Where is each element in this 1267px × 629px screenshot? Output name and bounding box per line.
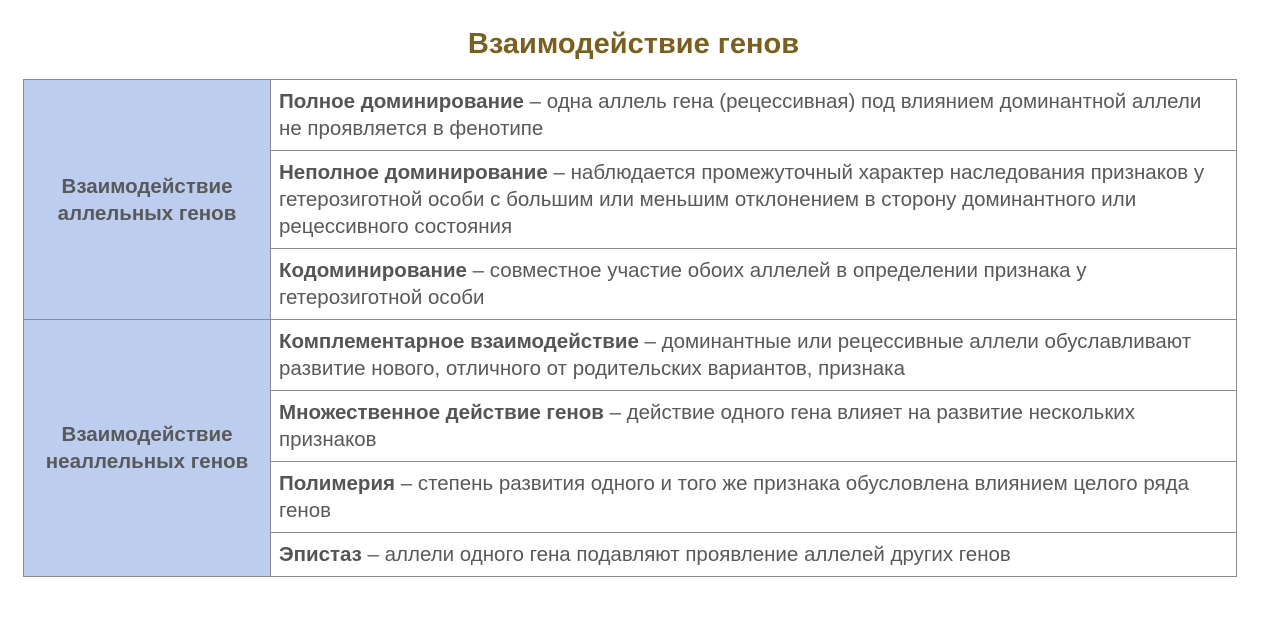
definition-text: – аллели одного гена подавляют проявление аллелей других генов	[361, 543, 1011, 566]
definition-cell	[271, 391, 1237, 462]
definition-cell	[271, 462, 1237, 533]
definition-text: – наблюдается промежуточный характер наследования признаков у гетерозиготной особи с большим или меньшим отклонением в сторону доминантного или рецессивного состояния	[279, 161, 1205, 238]
definition-text: – доминантные или рецессивные аллели обуславливают развитие нового, отличного от родительских вариантов, признака	[279, 330, 1192, 380]
table-row	[24, 80, 1237, 151]
term-incomplete-dominance: Неполное доминирование	[279, 161, 548, 184]
definition-text: – действие одного гена влияет на развитие нескольких признаков	[279, 401, 1136, 451]
term-epistasis: Эпистаз	[279, 543, 362, 566]
definition-cell	[271, 533, 1237, 577]
definition-text: – степень развития одного и того же признака обусловлена влиянием целого ряда генов	[279, 472, 1190, 522]
page-title: Взаимодействие генов	[467, 28, 800, 60]
definition-cell	[271, 151, 1237, 249]
term-pleiotropy: Множественное действие генов	[279, 401, 604, 424]
term-codominance: Кодоминирование	[279, 259, 467, 282]
definition-cell	[271, 320, 1237, 391]
definition-text: – одна аллель гена (рецессивная) под влиянием доминантной аллели не проявляется в фенотипе	[279, 90, 1202, 140]
group-label-non-allelic: Взаимодействие неаллельных генов	[24, 320, 271, 577]
term-complete-dominance: Полное доминирование	[279, 90, 524, 113]
term-complementary-interaction: Комплементарное взаимодействие	[279, 330, 639, 353]
term-polymery: Полимерия	[279, 472, 396, 495]
group-label-allelic: Взаимодействие аллельных генов	[24, 80, 271, 320]
definition-cell	[271, 80, 1237, 151]
gene-interaction-table	[23, 79, 1237, 577]
definition-text: – совместное участие обоих аллелей в определении признака у гетерозиготной особи	[279, 259, 1087, 309]
table-row	[24, 320, 1237, 391]
definition-cell	[271, 249, 1237, 320]
